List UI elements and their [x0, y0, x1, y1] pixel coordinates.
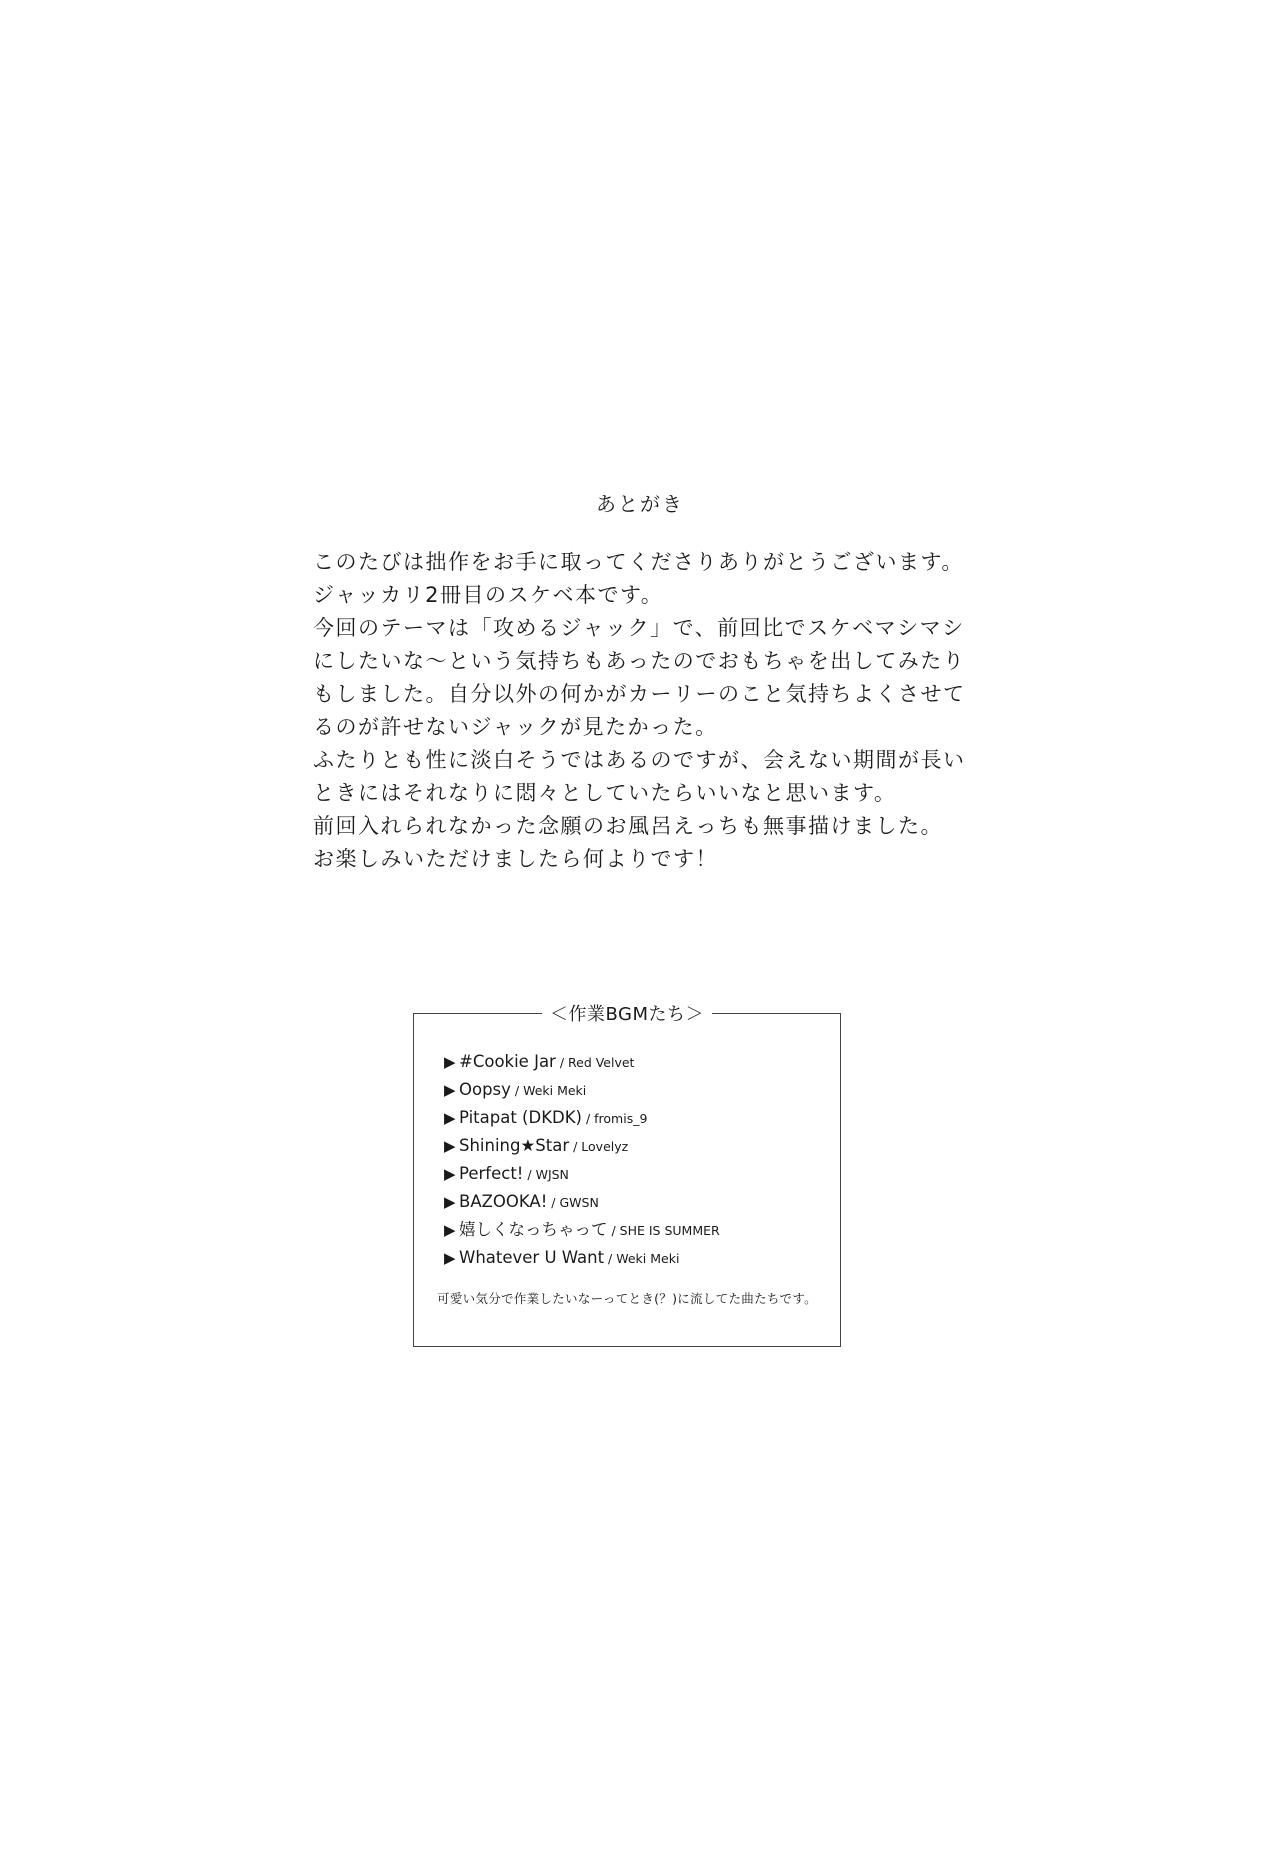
track-artist: / fromis_9	[581, 1111, 648, 1126]
track-title: Pitapat (DKDK)	[459, 1108, 582, 1127]
track-artist: / Red Velvet	[555, 1055, 635, 1070]
track-title: 嬉しくなっちゃって	[459, 1220, 608, 1239]
afterword-line: お楽しみいただけましたら何よりです！	[313, 847, 718, 871]
afterword-line: ときにはそれなりに悶々としていたらいいなと思います。	[313, 781, 897, 805]
track-title: #Cookie Jar	[459, 1052, 556, 1071]
track-item	[444, 1188, 720, 1216]
track-item	[444, 1160, 720, 1188]
track-item	[444, 1244, 720, 1272]
afterword-title: あとがき	[596, 492, 684, 516]
track-list	[444, 1048, 720, 1272]
track-artist: / Lovelyz	[569, 1139, 629, 1154]
afterword-line: にしたいな～という気持ちもあったのでおもちゃを出してみたり	[313, 649, 966, 673]
track-title: Whatever U Want	[459, 1248, 605, 1267]
play-arrow-icon: ▶	[444, 1137, 456, 1155]
track-title: BAZOOKA!	[459, 1192, 548, 1211]
bgm-heading: ＜作業BGMたち＞	[542, 1004, 712, 1025]
track-item	[444, 1048, 720, 1076]
track-artist: / WJSN	[523, 1167, 569, 1182]
track-item	[444, 1076, 720, 1104]
track-artist: / Weki Meki	[604, 1251, 680, 1266]
track-item	[444, 1104, 720, 1132]
track-title: Shining★Star	[459, 1136, 570, 1155]
afterword-line: 今回のテーマは「攻めるジャック」で、前回比でスケベマシマシ	[313, 616, 965, 640]
play-arrow-icon: ▶	[444, 1109, 456, 1127]
play-arrow-icon: ▶	[444, 1249, 456, 1267]
play-arrow-icon: ▶	[444, 1081, 456, 1099]
play-arrow-icon: ▶	[444, 1193, 456, 1211]
track-artist: / SHE IS SUMMER	[607, 1223, 720, 1238]
play-arrow-icon: ▶	[444, 1221, 456, 1239]
afterword-line: ふたりとも性に淡白そうではあるのですが、会えない期間が長い	[313, 748, 966, 772]
afterword-line: るのが許せないジャックが見たかった。	[313, 715, 718, 739]
track-title: Perfect!	[459, 1164, 524, 1183]
play-arrow-icon: ▶	[444, 1053, 456, 1071]
afterword-line: もしました。自分以外の何かがカーリーのこと気持ちよくさせて	[313, 682, 966, 706]
play-arrow-icon: ▶	[444, 1165, 456, 1183]
track-artist: / Weki Meki	[510, 1083, 587, 1098]
bgm-playlist-box	[413, 1004, 841, 1347]
track-item	[444, 1216, 720, 1244]
afterword-line: ジャッカリ2冊目のスケベ本です。	[313, 583, 664, 607]
bgm-heading-wrap	[414, 1000, 840, 1026]
track-title: Oopsy	[459, 1080, 511, 1099]
track-item	[444, 1132, 720, 1160]
bgm-note: 可愛い気分で作業したいなーってとき(？)に流してた曲たちです。	[437, 1291, 817, 1306]
afterword-line: 前回入れられなかった念願のお風呂えっちも無事描けました。	[313, 814, 943, 838]
afterword-body	[313, 546, 993, 876]
afterword-line: このたびは拙作をお手に取ってくださりありがとうございます。	[313, 550, 964, 574]
track-artist: / GWSN	[547, 1195, 599, 1210]
